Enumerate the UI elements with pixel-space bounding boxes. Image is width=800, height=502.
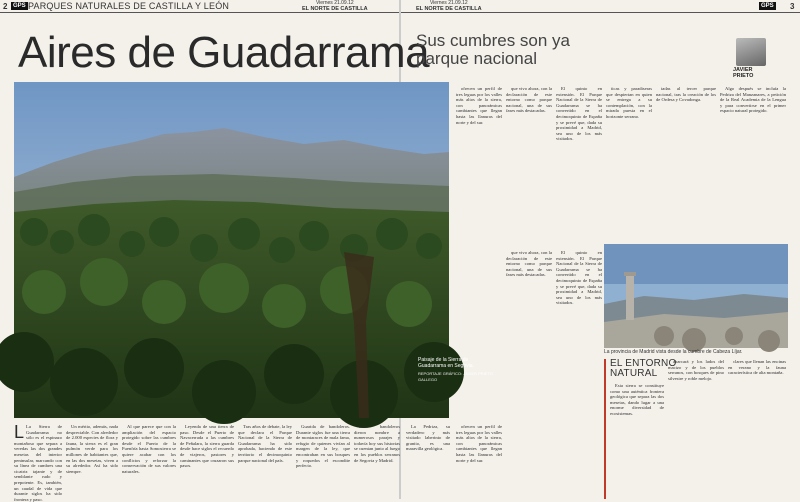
summit-photo-caption: La provincia de Madrid vista desde la cumbre de Cabeza Líjar. bbox=[604, 349, 743, 355]
bottom-column-1-text: La Sierra de Guadarrama no sólo es el espinazo montañoso que separa a veredas las dos grandes mesetas del interior peninsular, marcando con su línea de cumbres una cicatriz tajante y de semblante rudo y prepotente. Es, también, un caudal de vida que durante siglos ha sido frontera y paso. bbox=[14, 424, 62, 502]
main-photo-caption-text: Paisaje de la Sierra de Guadarrama en Segovia. bbox=[418, 357, 474, 369]
bottom-column-9-text: ofrecen un perfil de tres leguas por los valles más altos de la sierra, con panorámicas cambiantes que llegan hasta las llanuras del norte y del sur. bbox=[456, 424, 502, 463]
dropcap: L bbox=[14, 422, 25, 442]
bottom-column-3 bbox=[122, 424, 176, 499]
bottom-column-7-text: Los bandoleros dieron nombre a numerosos parajes y todavía hoy sus historias se cuentan junto al fuego en los pueblos serranos de Segovia y Madrid. bbox=[354, 424, 400, 463]
bottom-column-2-text: Un mérito, además, nada despreciable. Con alrededor de 2.000 especies de flora y fauna, la sierra es el gran pulmón verde para los millones de habitantes que, en las dos mesetas, viven a su alrededor. Así ha sido siempre. bbox=[66, 424, 118, 474]
left-newspaper-name: EL NORTE DE CASTILLA bbox=[302, 6, 368, 12]
right-column-1 bbox=[456, 86, 502, 416]
right-newspaper-name: EL NORTE DE CASTILLA bbox=[416, 6, 482, 12]
bottom-column-6 bbox=[296, 424, 350, 499]
bottom-column-8-text: La Pedriza, su verdadero y más visitado laberinto de granito, es una maravilla geológica. bbox=[406, 424, 450, 452]
bottom-column-7 bbox=[354, 424, 400, 499]
right-column-6-text: Algo después se incluía la Pedriza del Manzanares, a petición de la Real Academia de la Lengua y para convertirse en el primer espacio natural protegido. bbox=[720, 86, 786, 114]
right-page-number: 3 bbox=[790, 2, 795, 11]
bottom-column-11-text: El quinto en extensión. El Parque Nacional de la Sierra de Guadarrama se ha convertido en el decimoquinto de España y se prevé que, dada su proximidad a Madrid, sea uno de los más visitados. bbox=[556, 250, 602, 306]
right-column-4 bbox=[606, 86, 652, 241]
headline: Aires de Guadarrama bbox=[18, 28, 430, 77]
right-column-2-text: que vivo ahora, con la declaración de este entorno como parque nacional, una de sus fases más destacadas. bbox=[506, 86, 552, 114]
bottom-column-2 bbox=[66, 424, 118, 499]
right-column-5-text: tadas al tercer parque nacional, tras la creación de los de Ordesa y Covadonga. bbox=[656, 86, 716, 103]
bottom-column-5-text: Tras años de debate, la ley que declara el Parque Nacional de la Sierra de Guadarrama ha sido aprobada, haciendo de este territorio el decimoquinto parque nacional del país. bbox=[238, 424, 292, 463]
sidebar-column-3 bbox=[728, 359, 786, 497]
subheadline: Sus cumbres son ya parque nacional bbox=[416, 31, 571, 68]
sidebar-column-1 bbox=[610, 383, 664, 497]
right-column-4-text: ticas y paradiseras que despiertan en quien se entrega a su contemplación, con la mirada puesta en el horizonte serrano. bbox=[606, 86, 652, 119]
author-first-name: JAVIER bbox=[733, 67, 753, 73]
section-title: PARQUES NATURALES DE CASTILLA Y LEÓN bbox=[28, 1, 230, 11]
bottom-column-5 bbox=[238, 424, 292, 499]
main-photo-credit: REPORTAJE GRÁFICO: JAVIER PRIETO GALLEGO bbox=[418, 371, 493, 382]
sidebar-title-line-1: EL ENTORNO bbox=[610, 358, 677, 369]
sidebar-column-2-text: abarcará y los lados del macizo y de los pueblos serranos, con bosques de pino silvestre y roble melojo. bbox=[668, 359, 724, 381]
bottom-column-6-text: Guarida de bandoleros. Durante siglos fue una tierra de montaraces de mala fama, refugio de quienes vivían al margen de la ley, que encontraban en sus bosques y roquedos el escondite perfecto. bbox=[296, 424, 350, 469]
sidebar-title-line-2: NATURAL bbox=[610, 368, 658, 379]
right-column-1-text: ofrecen un perfil de tres leguas por los valles más altos de la sierra, con panorámicas cambiantes que llegan hasta las llanuras del norte y del sur. bbox=[456, 86, 502, 125]
right-page-header bbox=[401, 0, 800, 12]
main-landscape-photo bbox=[14, 82, 449, 418]
bottom-column-10-text: que vivo ahora, con la declaración de este entorno como parque nacional, una de sus fases más destacadas. bbox=[506, 250, 552, 278]
right-paper-info bbox=[416, 0, 482, 12]
sidebar-entorno-natural bbox=[604, 359, 788, 499]
right-column-3-text: El quinto en extensión. El Parque Nacional de la Sierra de Guadarrama se ha convertido en el decimoquinto de España y se prevé que, dada su proximidad a Madrid, sea uno de los más visitados. bbox=[556, 86, 602, 142]
left-page-number: 2 bbox=[3, 2, 8, 11]
bottom-column-4-text: Leyenda de una tierra de paso. Desde el Puerto de Navacerrada a las cumbres de Peñalara, la sierra guarda desde hace siglos el recuerdo de viajeros, pastores y caminantes que cruzaron sus pasos. bbox=[180, 424, 234, 469]
gps-badge: GPS bbox=[13, 3, 26, 9]
right-date: Viernes 21.09.12 bbox=[429, 0, 468, 6]
right-column-2 bbox=[506, 86, 552, 246]
landscape-illustration bbox=[14, 82, 449, 418]
summit-photo bbox=[604, 244, 788, 348]
bottom-column-8 bbox=[406, 424, 450, 499]
header-rule-right bbox=[401, 12, 800, 13]
bottom-column-9 bbox=[456, 424, 502, 499]
left-page-header bbox=[0, 0, 399, 12]
summit-illustration bbox=[604, 244, 788, 348]
sidebar-column-2 bbox=[668, 359, 724, 497]
right-column-3 bbox=[556, 86, 602, 246]
author-last-name: PRIETO bbox=[733, 73, 754, 79]
right-column-5 bbox=[656, 86, 716, 241]
bottom-column-11 bbox=[556, 250, 602, 499]
gps-badge-right: GPS bbox=[761, 3, 774, 9]
right-column-6 bbox=[720, 86, 786, 241]
bottom-column-1 bbox=[14, 422, 62, 502]
author-avatar bbox=[736, 38, 766, 66]
bottom-column-3-text: Al que parece que con la ampliación del espacio protegido sobre las cumbres desde el Puerto de la Fuenfría hasta Somosierra se quiere acabar con los conflictos y reforzar la conservación de sus valores naturales. bbox=[122, 424, 176, 474]
bottom-column-10 bbox=[506, 250, 552, 499]
author-byline bbox=[733, 67, 753, 79]
header-rule-left bbox=[0, 12, 399, 13]
sidebar-column-1-text: Esta sierra se constituye como una auténtica frontera geológica que separa las dos mesetas, dando lugar a una enorme diversidad de ecosistemas. bbox=[610, 383, 664, 416]
bottom-column-4 bbox=[180, 424, 234, 499]
left-paper-info bbox=[302, 0, 368, 12]
sidebar-column-3-text: clares que llenan las encinas en verano y la fauna característica de alta montaña. bbox=[728, 359, 786, 376]
left-date: Viernes 21.09.12 bbox=[315, 0, 354, 6]
